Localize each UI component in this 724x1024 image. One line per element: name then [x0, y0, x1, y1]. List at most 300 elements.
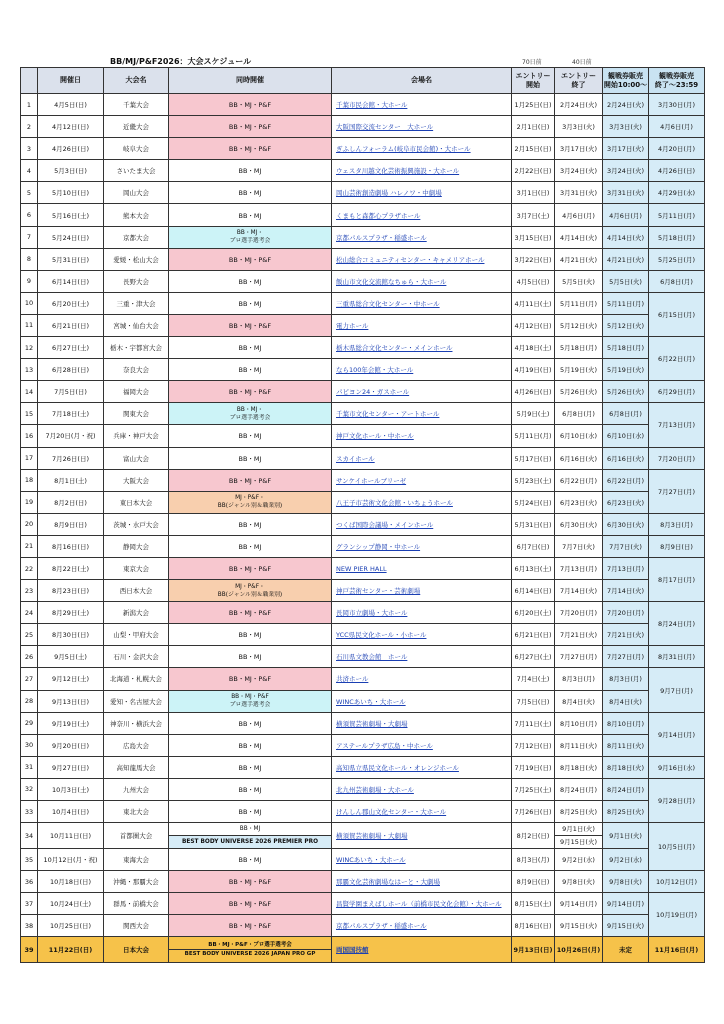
entry-open-date: 3月22日(日) [512, 248, 555, 270]
note-70-days: 70日前 [522, 59, 542, 66]
venue-link[interactable]: 長岡市立劇場・大ホール [336, 609, 408, 618]
col-entry-open-header: エントリー 開始 [512, 68, 555, 94]
entry-close-date: 5月19日(火) [555, 359, 603, 381]
ticket-open-date: 3月31日(火) [603, 182, 649, 204]
venue-cell [332, 756, 512, 778]
col-ticket-close-header: 観戦券販売 終了～23:59 [649, 68, 705, 94]
venue-link[interactable]: つくば国際会議場・メインホール [336, 520, 434, 529]
table-row [21, 381, 705, 403]
venue-link[interactable]: 神戸文化ホール・中ホール [336, 432, 414, 441]
event-name: 京都大会 [104, 226, 169, 248]
concurrent-events [169, 893, 332, 915]
venue-link[interactable]: ぎふしんフォーラム(岐阜市民会館)・大ホール [336, 145, 471, 154]
concurrent-events-line: BB・MJ・P&F [228, 900, 272, 909]
concurrent-events-line: BB・MJ [238, 432, 262, 441]
entry-close-date: 6月10日(水) [555, 425, 603, 447]
concurrent-events [169, 646, 332, 668]
ticket-open-date: 9月8日(火) [603, 871, 649, 893]
entry-close-date: 8月24日(月) [555, 778, 603, 800]
concurrent-events [169, 823, 332, 849]
concurrent-events [169, 756, 332, 778]
event-name: 新潟大会 [104, 602, 169, 624]
venue-link[interactable]: ウェスタ川越文化芸術振興施設・大ホール [336, 167, 460, 176]
table-row [21, 160, 705, 182]
venue-link[interactable]: スカイホール [336, 454, 375, 463]
ticket-open-date: 3月17日(火) [603, 138, 649, 160]
event-date: 10月3日(土) [38, 778, 104, 800]
concurrent-events-line: BB・MJ [169, 823, 331, 836]
event-name: 首都圏大会 [104, 823, 169, 849]
table-row [21, 690, 705, 712]
ticket-open-date: 9月1日(火) [603, 823, 649, 849]
ticket-close-date: 8月31日(月) [649, 646, 705, 668]
concurrent-events-line: BB・MJ [238, 520, 262, 529]
venue-cell [332, 557, 512, 579]
concurrent-events-line: BB・MJ・ [236, 406, 264, 413]
ticket-open-date: 6月23日(火) [603, 491, 649, 513]
entry-open-date: 7月25日(土) [512, 778, 555, 800]
venue-link[interactable]: 岡山芸術創造劇場 ハレノワ・中劇場 [336, 189, 442, 198]
entry-open-date: 8月3日(月) [512, 849, 555, 871]
concurrent-events-line: BB・MJ・P&F [228, 101, 272, 110]
ticket-open-date: 未定 [603, 937, 649, 963]
concurrent-events-line: BB・MJ・P&F・プロ選手選考会 [208, 942, 292, 949]
ticket-close-date: 9月28日(月) [649, 778, 705, 822]
row-number: 21 [21, 535, 38, 557]
row-number: 26 [21, 646, 38, 668]
concurrent-events [169, 138, 332, 160]
row-number: 11 [21, 314, 38, 336]
event-name: 富山大会 [104, 447, 169, 469]
concurrent-events-line: BB・MJ [238, 542, 262, 551]
event-name: 千葉大会 [104, 94, 169, 116]
entry-close-date: 5月26日(火) [555, 381, 603, 403]
venue-link[interactable]: 両国国技館 [336, 946, 369, 955]
ticket-open-date: 8月25日(火) [603, 801, 649, 823]
concurrent-events-line: BB・MJ [238, 277, 262, 286]
entry-close-date: 7月13日(月) [555, 557, 603, 579]
concurrent-events-line: BB・MJ [238, 653, 262, 662]
concurrent-events [169, 580, 332, 602]
venue-cell [332, 337, 512, 359]
concurrent-events-line: プロ選手選考会 [229, 702, 271, 709]
concurrent-events-line: BB・MJ [238, 763, 262, 772]
venue-cell [332, 712, 512, 734]
table-row [21, 292, 705, 314]
event-name: 愛知・名古屋大会 [104, 690, 169, 712]
col-name-header: 大会名 [104, 68, 169, 94]
venue-link[interactable]: 那覇文化芸術劇場なはーと・大劇場 [336, 878, 440, 887]
entry-open-date: 7月26日(日) [512, 801, 555, 823]
entry-close-date: 5月11日(月) [555, 292, 603, 314]
venue-cell [332, 270, 512, 292]
venue-link[interactable]: 昌賢学園まえばしホール（前橋市民文化会館）・大ホール [336, 900, 502, 909]
row-number: 27 [21, 668, 38, 690]
event-name: 東海大会 [104, 849, 169, 871]
event-date: 10月18日(日) [38, 871, 104, 893]
entry-open-date: 4月5日(日) [512, 270, 555, 292]
ticket-close-date: 4月20日(月) [649, 138, 705, 160]
ticket-open-date: 5月5日(火) [603, 270, 649, 292]
concurrent-events [169, 337, 332, 359]
venue-link[interactable]: 高知県立県民文化ホール・オレンジホール [336, 763, 459, 772]
entry-open-date: 4月18日(土) [512, 337, 555, 359]
ticket-close-date: 3月30日(月) [649, 94, 705, 116]
concurrent-events [169, 248, 332, 270]
venue-cell [332, 801, 512, 823]
ticket-open-date: 3月24日(火) [603, 160, 649, 182]
concurrent-events [169, 801, 332, 823]
venue-link[interactable]: 千葉市民会館・大ホール [336, 101, 408, 110]
venue-cell [332, 937, 512, 963]
event-date: 4月12日(日) [38, 116, 104, 138]
table-row [21, 778, 705, 800]
entry-close-date: 5月5日(火) [555, 270, 603, 292]
event-date: 4月5日(日) [38, 94, 104, 116]
table-row [21, 557, 705, 579]
event-date: 8月22日(土) [38, 557, 104, 579]
venue-cell [332, 580, 512, 602]
event-date: 7月20日(月・祝) [38, 425, 104, 447]
venue-cell [332, 138, 512, 160]
venue-link[interactable]: 神戸芸術センター・芸術劇場 [336, 587, 421, 596]
venue-cell [332, 381, 512, 403]
row-number: 3 [21, 138, 38, 160]
venue-cell [332, 292, 512, 314]
concurrent-events-line: BB・MJ [238, 344, 262, 353]
concurrent-events-line: BB・MJ [238, 741, 262, 750]
venue-link[interactable]: 栃木県総合文化センター・メインホール [336, 344, 453, 353]
table-row [21, 823, 705, 849]
concurrent-events [169, 734, 332, 756]
event-date: 8月23日(日) [38, 580, 104, 602]
table-row [21, 535, 705, 557]
event-date: 6月21日(日) [38, 314, 104, 336]
concurrent-events-line: BEST BODY UNIVERSE 2026 JAPAN PRO GP [169, 949, 331, 958]
row-number: 38 [21, 915, 38, 937]
entry-open-date: 8月9日(日) [512, 871, 555, 893]
concurrent-events [169, 557, 332, 579]
col-events-header: 同時開催 [169, 68, 332, 94]
entry-close-date: 3月17日(火) [555, 138, 603, 160]
venue-link[interactable]: 石川県文教会館 ホール [336, 653, 408, 662]
venue-cell [332, 602, 512, 624]
entry-open-date: 5月23日(土) [512, 469, 555, 491]
table-row [21, 425, 705, 447]
concurrent-events-line: プロ選手選考会 [229, 238, 271, 245]
concurrent-events [169, 915, 332, 937]
concurrent-events-line: BB・MJ [238, 808, 262, 817]
row-number: 5 [21, 182, 38, 204]
ticket-close-date: 9月16日(水) [649, 756, 705, 778]
entry-close-date-line: 9月15日(火) [560, 838, 597, 847]
row-number: 15 [21, 403, 38, 425]
ticket-close-date: 6月8日(月) [649, 270, 705, 292]
concurrent-events [169, 712, 332, 734]
table-row [21, 756, 705, 778]
table-row [21, 270, 705, 292]
concurrent-events-line: BB・MJ [238, 631, 262, 640]
venue-link[interactable]: くまもと森都心プラザホール [336, 211, 421, 220]
venue-link[interactable]: YCC県民文化ホール・小ホール [336, 631, 427, 640]
event-name: 長野大会 [104, 270, 169, 292]
entry-open-date: 8月2日(日) [512, 823, 555, 849]
entry-open-date: 6月13日(土) [512, 557, 555, 579]
ticket-open-date: 8月10日(月) [603, 712, 649, 734]
venue-link[interactable]: 八王子市芸術文化会館・いちょうホール [336, 498, 453, 507]
venue-cell [332, 182, 512, 204]
entry-close-date: 5月12日(火) [555, 314, 603, 336]
ticket-close-date: 5月25日(月) [649, 248, 705, 270]
row-number: 33 [21, 801, 38, 823]
row-number: 36 [21, 871, 38, 893]
ticket-close-date: 6月22日(月) [649, 337, 705, 381]
event-date: 6月27日(土) [38, 337, 104, 359]
row-number: 16 [21, 425, 38, 447]
table-row [21, 801, 705, 823]
venue-cell [332, 690, 512, 712]
venue-link[interactable]: 横須賀芸術劇場・大劇場 [336, 832, 408, 841]
concurrent-events-line: BB・MJ・P&F [231, 694, 269, 701]
event-date: 9月27日(日) [38, 756, 104, 778]
entry-open-date: 5月9日(土) [512, 403, 555, 425]
entry-close-date: 9月14日(月) [555, 893, 603, 915]
table-row [21, 182, 705, 204]
event-name: 九州大会 [104, 778, 169, 800]
entry-close-date: 10月26日(月) [555, 937, 603, 963]
venue-link[interactable]: 松山総合コミュニティセンター・キャメリアホール [336, 255, 485, 264]
ticket-close-date: 10月5日(月) [649, 823, 705, 871]
table-row [21, 116, 705, 138]
entry-close-date: 6月22日(月) [555, 469, 603, 491]
row-number: 39 [21, 937, 38, 963]
row-number: 19 [21, 491, 38, 513]
venue-link[interactable]: 北九州芸術劇場・大ホール [336, 785, 414, 794]
concurrent-events [169, 160, 332, 182]
event-name: 愛媛・松山大会 [104, 248, 169, 270]
event-date: 10月25日(日) [38, 915, 104, 937]
event-date: 9月13日(日) [38, 690, 104, 712]
event-date: 4月26日(日) [38, 138, 104, 160]
entry-open-date: 2月22日(日) [512, 160, 555, 182]
entry-open-date: 4月19日(日) [512, 359, 555, 381]
venue-link[interactable]: 電力ホール [336, 321, 369, 330]
venue-cell [332, 425, 512, 447]
ticket-open-date: 7月14日(火) [603, 580, 649, 602]
concurrent-events-line: BB・MJ・P&F [228, 878, 272, 887]
entry-close-date: 9月2日(水) [555, 849, 603, 871]
table-row [21, 403, 705, 425]
concurrent-events [169, 359, 332, 381]
row-number: 28 [21, 690, 38, 712]
concurrent-events [169, 778, 332, 800]
entry-open-date: 4月26日(日) [512, 381, 555, 403]
row-number: 25 [21, 624, 38, 646]
event-date: 6月28日(日) [38, 359, 104, 381]
venue-cell [332, 248, 512, 270]
concurrent-events-line: BB・MJ・ [236, 230, 264, 237]
event-date: 5月31日(日) [38, 248, 104, 270]
concurrent-events [169, 937, 332, 963]
ticket-open-date: 4月6日(月) [603, 204, 649, 226]
concurrent-events-line: BB・MJ [238, 719, 262, 728]
row-number: 10 [21, 292, 38, 314]
concurrent-events [169, 491, 332, 513]
concurrent-events [169, 381, 332, 403]
table-row [21, 624, 705, 646]
ticket-open-date: 6月8日(月) [603, 403, 649, 425]
event-date: 8月2日(日) [38, 491, 104, 513]
venue-link[interactable]: なら100年会館・大ホール [336, 366, 414, 375]
ticket-open-date: 8月11日(火) [603, 734, 649, 756]
row-number: 22 [21, 557, 38, 579]
venue-cell [332, 359, 512, 381]
event-name: 三重・津大会 [104, 292, 169, 314]
venue-cell [332, 226, 512, 248]
entry-close-date: 3月3日(火) [555, 116, 603, 138]
event-date: 8月1日(土) [38, 469, 104, 491]
event-date: 6月14日(日) [38, 270, 104, 292]
venue-link[interactable]: 三重県総合文化センター・中ホール [336, 299, 440, 308]
ticket-close-date: 6月15日(月) [649, 292, 705, 336]
entry-open-date: 5月11日(月) [512, 425, 555, 447]
ticket-open-date: 6月16日(火) [603, 447, 649, 469]
venue-cell [332, 469, 512, 491]
entry-open-date: 7月19日(日) [512, 756, 555, 778]
row-number: 9 [21, 270, 38, 292]
entry-open-date: 6月20日(土) [512, 602, 555, 624]
entry-open-date: 7月12日(日) [512, 734, 555, 756]
entry-close-date: 3月24日(火) [555, 160, 603, 182]
concurrent-events [169, 270, 332, 292]
event-date: 5月3日(日) [38, 160, 104, 182]
venue-link[interactable]: パピヨン24・ガスホール [336, 388, 410, 397]
entry-open-date: 7月5日(日) [512, 690, 555, 712]
event-date: 7月5日(日) [38, 381, 104, 403]
venue-link[interactable]: WINCあいち・大ホール [336, 856, 406, 865]
venue-cell [332, 734, 512, 756]
concurrent-events-line: BB・MJ・P&F [228, 565, 272, 574]
col-ticket-open-header: 観戦券販売 開始10:00～ [603, 68, 649, 94]
row-number: 31 [21, 756, 38, 778]
venue-cell [332, 871, 512, 893]
event-name: 東京大会 [104, 557, 169, 579]
entry-close-date: 5月18日(月) [555, 337, 603, 359]
entry-close-date: 6月30日(火) [555, 513, 603, 535]
ticket-close-date: 8月9日(日) [649, 535, 705, 557]
concurrent-events-line: BB(ジャンル別＆職業別) [217, 503, 283, 510]
table-row [21, 893, 705, 915]
entry-close-date: 6月8日(月) [555, 403, 603, 425]
entry-open-date: 5月17日(日) [512, 447, 555, 469]
row-number: 2 [21, 116, 38, 138]
venue-link[interactable]: 京都パルスプラザ・稲盛ホール [336, 922, 427, 931]
venue-cell [332, 849, 512, 871]
ticket-close-date: 4月29日(水) [649, 182, 705, 204]
concurrent-events-line: BB・MJ [238, 785, 262, 794]
ticket-open-date: 4月14日(火) [603, 226, 649, 248]
venue-cell [332, 116, 512, 138]
event-date: 8月29日(土) [38, 602, 104, 624]
table-row [21, 491, 705, 513]
venue-link[interactable]: グランシップ静岡・中ホール [336, 542, 421, 551]
venue-link[interactable]: 飯山市文化交流館なちゅら・大ホール [336, 277, 447, 286]
ticket-close-date: 8月24日(月) [649, 602, 705, 646]
entry-close-date: 7月14日(火) [555, 580, 603, 602]
ticket-close-date: 9月7日(月) [649, 668, 705, 712]
ticket-open-date: 3月3日(火) [603, 116, 649, 138]
venue-cell [332, 624, 512, 646]
concurrent-events-line: BB・MJ・P&F [228, 145, 272, 154]
entry-open-date: 1月25日(日) [512, 94, 555, 116]
entry-close-date: 8月3日(月) [555, 668, 603, 690]
venue-link[interactable]: 京都パルスプラザ・稲盛ホール [336, 233, 427, 242]
concurrent-events-line: MJ・P&F・ [235, 583, 265, 590]
ticket-open-date: 5月18日(月) [603, 337, 649, 359]
ticket-open-date: 5月11日(月) [603, 292, 649, 314]
table-row [21, 580, 705, 602]
event-date: 8月9日(日) [38, 513, 104, 535]
entry-close-date: 9月8日(火) [555, 871, 603, 893]
venue-link[interactable]: サンケイホールブリーゼ [336, 476, 407, 485]
event-date: 9月12日(土) [38, 668, 104, 690]
event-name: 石川・金沢大会 [104, 646, 169, 668]
venue-link[interactable]: 横須賀芸術劇場・大劇場 [336, 719, 408, 728]
table-row [21, 513, 705, 535]
venue-link[interactable]: 大阪国際交流センター 大ホール [336, 123, 434, 132]
ticket-open-date: 7月21日(火) [603, 624, 649, 646]
concurrent-events-line: BB(ジャンル別＆職業別) [217, 591, 283, 598]
note-40-days: 40日前 [572, 59, 592, 66]
event-name: 東北大会 [104, 801, 169, 823]
ticket-open-date: 4月21日(火) [603, 248, 649, 270]
venue-cell [332, 778, 512, 800]
ticket-close-date: 7月20日(月) [649, 447, 705, 469]
table-row [21, 602, 705, 624]
col-entry-close-header: エントリー 終了 [555, 68, 603, 94]
event-name: 神奈川・横浜大会 [104, 712, 169, 734]
entry-close-date: 8月4日(火) [555, 690, 603, 712]
venue-link[interactable]: 共済ホール [336, 675, 369, 684]
event-date: 5月24日(日) [38, 226, 104, 248]
table-row [21, 712, 705, 734]
table-row [21, 226, 705, 248]
row-number: 8 [21, 248, 38, 270]
ticket-open-date: 5月19日(火) [603, 359, 649, 381]
ticket-open-date: 9月14日(月) [603, 893, 649, 915]
ticket-close-date: 10月19日(月) [649, 893, 705, 937]
entry-open-date: 7月11日(土) [512, 712, 555, 734]
concurrent-events-line: BB・MJ [238, 299, 262, 308]
concurrent-events [169, 116, 332, 138]
venue-link[interactable]: WINCあいち・大ホール [336, 697, 406, 706]
ticket-open-date: 7月7日(火) [603, 535, 649, 557]
venue-link[interactable]: けんしん郡山文化センター・大ホール [336, 808, 447, 817]
event-date: 11月22日(日) [38, 937, 104, 963]
event-name: 北海道・札幌大会 [104, 668, 169, 690]
ticket-open-date: 6月30日(火) [603, 513, 649, 535]
venue-link[interactable]: 千葉市文化センター・アートホール [336, 410, 440, 419]
schedule-table [20, 67, 705, 963]
concurrent-events-line: BEST BODY UNIVERSE 2026 PREMIER PRO [169, 836, 331, 848]
venue-link[interactable]: アステールプラザ広島・中ホール [336, 741, 433, 750]
table-row [21, 138, 705, 160]
col-venue-header: 会場名 [332, 68, 512, 94]
row-number: 7 [21, 226, 38, 248]
event-name: 静岡大会 [104, 535, 169, 557]
venue-link[interactable]: NEW PIER HALL [336, 564, 387, 573]
entry-open-date: 6月14日(日) [512, 580, 555, 602]
